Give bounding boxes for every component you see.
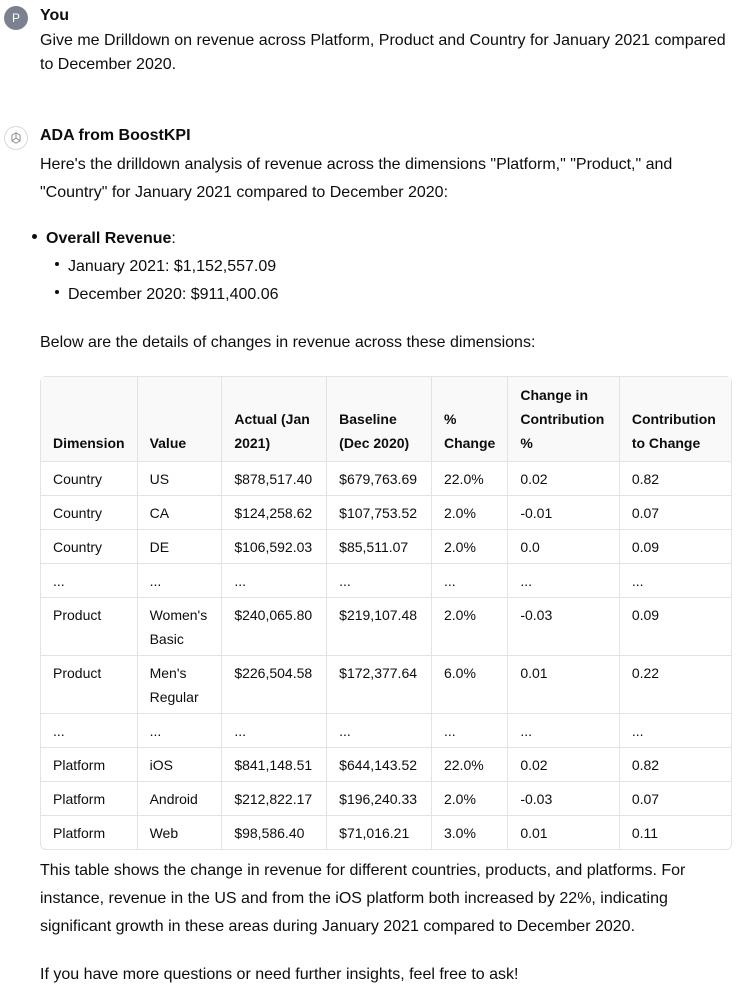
table-cell: DE	[138, 530, 223, 564]
table-cell: Web	[138, 816, 223, 849]
table-cell: ...	[327, 564, 432, 598]
table-body	[41, 462, 731, 849]
column-header: Baseline (Dec 2020)	[327, 377, 432, 462]
column-header: Contribution to Change	[620, 377, 731, 462]
table-cell: 0.82	[620, 462, 731, 496]
table-cell: Country	[41, 530, 138, 564]
table-intro-text: Below are the details of changes in revenue across these dimensions:	[40, 334, 536, 351]
table-cell: $219,107.48	[327, 598, 432, 656]
table-cell: -0.03	[508, 782, 620, 816]
table-row	[41, 782, 731, 816]
table-cell: 22.0%	[432, 462, 508, 496]
table-row	[41, 496, 731, 530]
overall-revenue-item: December 2020: $911,400.06	[0, 283, 748, 307]
table-row	[41, 816, 731, 849]
table-cell: 6.0%	[432, 656, 508, 714]
table-cell: ...	[432, 564, 508, 598]
assistant-author-name: ADA from BoostKPI	[40, 127, 191, 144]
table-cell: $644,143.52	[327, 748, 432, 782]
table-cell: $196,240.33	[327, 782, 432, 816]
table-cell: Platform	[41, 816, 138, 849]
revenue-table	[40, 376, 732, 850]
table-cell: $878,517.40	[222, 462, 327, 496]
table-row	[41, 656, 731, 714]
table-cell: 2.0%	[432, 598, 508, 656]
table-cell: 0.07	[620, 782, 731, 816]
table-cell: $679,763.69	[327, 462, 432, 496]
table-cell: ...	[222, 714, 327, 748]
table-cell: -0.01	[508, 496, 620, 530]
table-cell: CA	[138, 496, 223, 530]
column-header: Change in Contribution %	[508, 377, 620, 462]
table-cell: Men's Regular	[138, 656, 223, 714]
revenue-drilldown-table	[40, 376, 732, 850]
table-cell: ...	[620, 714, 731, 748]
table-row	[41, 598, 731, 656]
table-cell: $98,586.40	[222, 816, 327, 849]
table-cell: Platform	[41, 782, 138, 816]
table-cell: 0.0	[508, 530, 620, 564]
overall-revenue-label: Overall Revenue	[46, 230, 172, 247]
table-cell: $124,258.62	[222, 496, 327, 530]
user-author-name: You	[40, 7, 70, 24]
table-row	[41, 748, 731, 782]
table-cell: ...	[138, 714, 223, 748]
table-row	[41, 714, 731, 748]
table-cell: $841,148.51	[222, 748, 327, 782]
table-cell: $106,592.03	[222, 530, 327, 564]
table-cell: 0.01	[508, 656, 620, 714]
table-cell: ...	[138, 564, 223, 598]
assistant-intro-text: Here's the drilldown analysis of revenue across the dimensions "Platform," "Product," and "Country" for January 2021 compared to December 2020:	[40, 156, 673, 201]
table-cell: -0.03	[508, 598, 620, 656]
table-cell: ...	[41, 564, 138, 598]
table-row	[41, 564, 731, 598]
bullet-dot-icon	[32, 234, 37, 239]
table-cell: Platform	[41, 748, 138, 782]
column-header: Actual (Jan 2021)	[222, 377, 327, 462]
table-cell: ...	[508, 714, 620, 748]
bullet-dot-icon	[55, 290, 59, 294]
column-header: Dimension	[41, 377, 138, 462]
table-cell: $172,377.64	[327, 656, 432, 714]
user-message-text: Give me Drilldown on revenue across Platform, Product and Country for January 2021 compared to December 2020.	[40, 32, 726, 73]
openai-knot-icon	[4, 126, 28, 150]
table-cell: ...	[620, 564, 731, 598]
table-cell: 22.0%	[432, 748, 508, 782]
table-cell: 2.0%	[432, 530, 508, 564]
table-cell: 0.07	[620, 496, 731, 530]
table-cell: 2.0%	[432, 496, 508, 530]
table-cell: iOS	[138, 748, 223, 782]
table-cell: Country	[41, 496, 138, 530]
table-cell: $226,504.58	[222, 656, 327, 714]
table-row	[41, 530, 731, 564]
table-cell: ...	[432, 714, 508, 748]
table-cell: ...	[508, 564, 620, 598]
table-cell: 3.0%	[432, 816, 508, 849]
table-cell: $240,065.80	[222, 598, 327, 656]
overall-revenue-item: January 2021: $1,152,557.09	[0, 255, 748, 279]
table-cell: $85,511.07	[327, 530, 432, 564]
table-cell: $71,016.21	[327, 816, 432, 849]
table-cell: US	[138, 462, 223, 496]
table-cell: Android	[138, 782, 223, 816]
closing-text: If you have more questions or need further insights, feel free to ask!	[40, 966, 519, 983]
column-header: % Change	[432, 377, 508, 462]
table-cell: 0.02	[508, 748, 620, 782]
table-cell: Product	[41, 656, 138, 714]
column-header: Value	[138, 377, 223, 462]
table-cell: $212,822.17	[222, 782, 327, 816]
table-cell: 0.09	[620, 530, 731, 564]
table-cell: 0.09	[620, 598, 731, 656]
table-cell: 0.11	[631, 825, 659, 841]
table-cell: $107,753.52	[327, 496, 432, 530]
table-cell: 0.22	[620, 656, 731, 714]
table-cell: ...	[222, 564, 327, 598]
table-cell: Country	[41, 462, 138, 496]
user-avatar: P	[4, 6, 28, 30]
table-cell: ...	[327, 714, 432, 748]
table-cell: 2.0%	[432, 782, 508, 816]
table-header-row	[41, 377, 731, 462]
bullet-dot-icon	[55, 262, 59, 266]
table-cell: Women's Basic	[138, 598, 223, 656]
table-cell: 0.02	[508, 462, 620, 496]
table-cell: ...	[41, 714, 138, 748]
summary-text: This table shows the change in revenue for different countries, products, and platforms. For instance, revenue in the US and from the iOS platform both increased by 22%, indicating significant growth in these areas during January 2021 compared to December 2020.	[40, 862, 686, 935]
table-cell: 0.01	[508, 816, 620, 849]
table-row	[41, 462, 731, 496]
table-cell: 0.82	[620, 748, 731, 782]
table-cell: Product	[41, 598, 138, 656]
